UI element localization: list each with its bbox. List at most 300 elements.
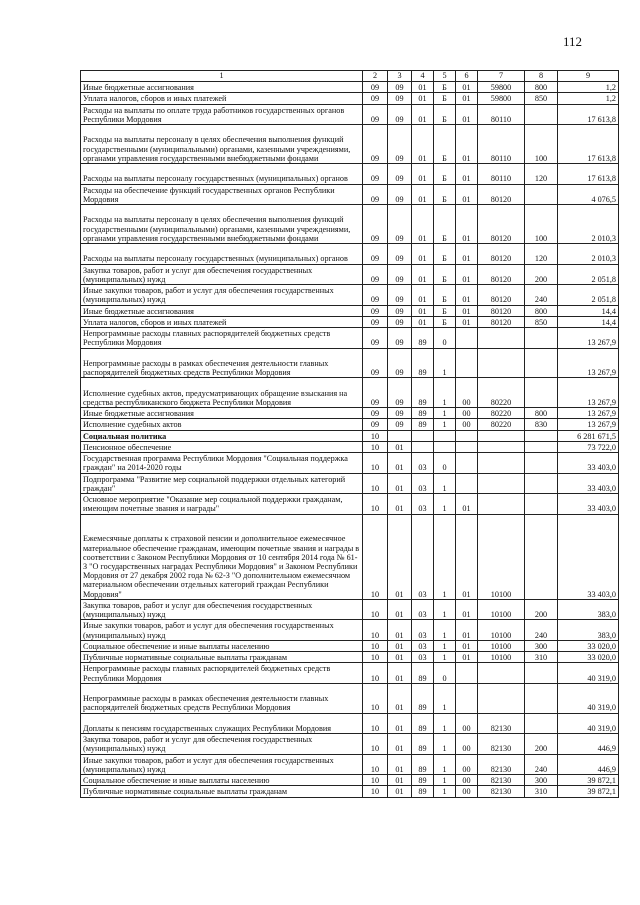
code-expense-type: 200 <box>525 599 558 620</box>
code-program: 01 <box>412 285 434 306</box>
code-subprogram: Б <box>434 184 456 205</box>
code-section: 09 <box>363 164 388 185</box>
code-program: 01 <box>412 205 434 244</box>
code-expense-type: 850 <box>525 316 558 327</box>
row-amount: 33 403,0 <box>558 494 619 515</box>
code-subprogram: Б <box>434 93 456 104</box>
code-program: 03 <box>412 652 434 663</box>
row-name: Иные закупки товаров, работ и услуг для обеспечения государственных (муниципальных) нужд <box>81 620 363 641</box>
code-activity <box>456 328 478 349</box>
code-activity: 01 <box>456 93 478 104</box>
row-name: Непрограммные расходы в рамках обеспечения деятельности главных распорядителей бюджетных средств Республики Мордовия <box>81 683 363 713</box>
row-amount: 2 051,8 <box>558 285 619 306</box>
row-amount: 17 613,8 <box>558 125 619 164</box>
code-direction: 80120 <box>478 205 525 244</box>
row-name: Уплата налогов, сборов и иных платежей <box>81 93 363 104</box>
code-section: 10 <box>363 599 388 620</box>
code-subsection: 01 <box>388 473 412 494</box>
code-program: 89 <box>412 663 434 684</box>
code-subsection: 09 <box>388 244 412 265</box>
column-header: 2 <box>363 71 388 82</box>
table-row <box>81 775 619 786</box>
code-activity <box>456 473 478 494</box>
code-subprogram: 1 <box>434 408 456 419</box>
code-subsection: 09 <box>388 104 412 125</box>
code-activity: 01 <box>456 184 478 205</box>
code-activity: 01 <box>456 305 478 316</box>
row-name: Подпрограмма "Развитие мер социальной поддержки отдельных категорий граждан" <box>81 473 363 494</box>
code-expense-type: 850 <box>525 93 558 104</box>
code-subprogram: Б <box>434 164 456 185</box>
code-subprogram: 1 <box>434 754 456 775</box>
code-subsection: 01 <box>388 652 412 663</box>
code-direction <box>478 663 525 684</box>
row-name: Непрограммные расходы главных распорядителей бюджетных средств Республики Мордовия <box>81 328 363 349</box>
code-subsection: 09 <box>388 205 412 244</box>
row-name: Публичные нормативные социальные выплаты гражданам <box>81 652 363 663</box>
row-name: Закупка товаров, работ и услуг для обеспечения государственных (муниципальных) нужд <box>81 599 363 620</box>
row-name: Иные бюджетные ассигнования <box>81 408 363 419</box>
row-amount: 33 403,0 <box>558 453 619 474</box>
code-expense-type: 800 <box>525 408 558 419</box>
code-section: 09 <box>363 378 388 408</box>
code-subprogram: Б <box>434 305 456 316</box>
code-subsection <box>388 430 412 441</box>
row-name: Расходы на обеспечение функций государственных органов Республики Мордовия <box>81 184 363 205</box>
budget-table <box>80 70 619 798</box>
code-activity <box>456 663 478 684</box>
code-section: 10 <box>363 620 388 641</box>
code-direction: 80120 <box>478 184 525 205</box>
code-direction: 80110 <box>478 104 525 125</box>
code-section: 09 <box>363 244 388 265</box>
code-expense-type <box>525 441 558 452</box>
code-subsection: 01 <box>388 599 412 620</box>
code-program: 03 <box>412 640 434 651</box>
row-name: Доплаты к пенсиям государственных служащих Республики Мордовия <box>81 713 363 734</box>
code-subprogram: 1 <box>434 775 456 786</box>
code-section: 10 <box>363 453 388 474</box>
code-activity: 00 <box>456 408 478 419</box>
code-expense-type: 240 <box>525 754 558 775</box>
code-program: 01 <box>412 82 434 93</box>
row-amount: 13 267,9 <box>558 408 619 419</box>
row-name: Ежемесячные доплаты к страховой пенсии и дополнительное ежемесячное материальное обеспечение гражданам, имеющим почетные звания и награды в соответствии с Законом Республики Мордовия от 10 сентября 2014 года № 61-З "О государственных наградах Республики Мордовия" и Законом Республики Мордовия от 27 декабря 2002 года № 62-З "О дополнительном ежемесячном материальном обеспечении отдельных категорий граждан Республики Мордовия" <box>81 514 363 599</box>
code-direction: 82130 <box>478 786 525 797</box>
code-program: 89 <box>412 328 434 349</box>
code-program: 01 <box>412 244 434 265</box>
column-header: 4 <box>412 71 434 82</box>
row-name: Уплата налогов, сборов и иных платежей <box>81 316 363 327</box>
code-subsection: 09 <box>388 164 412 185</box>
table-row <box>81 378 619 408</box>
code-subprogram: 1 <box>434 786 456 797</box>
code-section: 09 <box>363 184 388 205</box>
column-header: 3 <box>388 71 412 82</box>
row-name: Иные бюджетные ассигнования <box>81 305 363 316</box>
code-program: 01 <box>412 264 434 285</box>
code-program <box>412 430 434 441</box>
row-name: Пенсионное обеспечение <box>81 441 363 452</box>
code-subprogram: 1 <box>434 620 456 641</box>
code-activity: 01 <box>456 264 478 285</box>
code-program: 89 <box>412 754 434 775</box>
code-subsection: 01 <box>388 640 412 651</box>
code-expense-type: 300 <box>525 775 558 786</box>
code-subsection: 09 <box>388 285 412 306</box>
row-amount: 40 319,0 <box>558 683 619 713</box>
row-amount: 39 872,1 <box>558 786 619 797</box>
code-subsection: 09 <box>388 419 412 430</box>
code-activity: 01 <box>456 494 478 515</box>
row-name: Расходы на выплаты персоналу государственных (муниципальных) органов <box>81 164 363 185</box>
column-header: 7 <box>478 71 525 82</box>
code-subprogram: 1 <box>434 599 456 620</box>
code-expense-type <box>525 514 558 599</box>
code-expense-type: 200 <box>525 734 558 755</box>
code-expense-type <box>525 494 558 515</box>
table-row <box>81 305 619 316</box>
table-row <box>81 125 619 164</box>
code-direction: 80120 <box>478 316 525 327</box>
code-program: 03 <box>412 514 434 599</box>
code-activity: 01 <box>456 285 478 306</box>
table-row <box>81 453 619 474</box>
code-program: 89 <box>412 408 434 419</box>
row-amount: 39 872,1 <box>558 775 619 786</box>
table-row <box>81 328 619 349</box>
row-amount: 383,0 <box>558 620 619 641</box>
code-program: 89 <box>412 786 434 797</box>
code-section: 09 <box>363 104 388 125</box>
code-subsection: 01 <box>388 713 412 734</box>
code-program: 89 <box>412 378 434 408</box>
code-section: 10 <box>363 775 388 786</box>
code-program: 01 <box>412 104 434 125</box>
table-row <box>81 430 619 441</box>
table-row <box>81 514 619 599</box>
code-section: 09 <box>363 419 388 430</box>
row-amount: 446,9 <box>558 754 619 775</box>
code-section: 09 <box>363 328 388 349</box>
row-name: Расходы на выплаты персоналу в целях обеспечения выполнения функций государственными (муниципальными) органами, казенными учреждениями, органами управления государственными внебюджетными фондами <box>81 125 363 164</box>
table-row <box>81 494 619 515</box>
code-subprogram: 1 <box>434 473 456 494</box>
row-name: Расходы на выплаты персоналу в целях обеспечения выполнения функций государственными (муниципальными) органами, казенными учреждениями, органами управления государственными внебюджетными фондами <box>81 205 363 244</box>
row-name: Закупка товаров, работ и услуг для обеспечения государственных (муниципальных) нужд <box>81 264 363 285</box>
code-section: 10 <box>363 713 388 734</box>
code-subsection: 01 <box>388 494 412 515</box>
code-subsection: 09 <box>388 408 412 419</box>
code-activity <box>456 453 478 474</box>
code-activity: 01 <box>456 514 478 599</box>
code-expense-type: 240 <box>525 620 558 641</box>
row-name: Социальное обеспечение и иные выплаты населению <box>81 640 363 651</box>
code-expense-type <box>525 473 558 494</box>
code-activity: 00 <box>456 713 478 734</box>
code-program: 03 <box>412 453 434 474</box>
code-direction <box>478 348 525 378</box>
row-name: Расходы на выплаты персоналу государственных (муниципальных) органов <box>81 244 363 265</box>
row-amount: 13 267,9 <box>558 419 619 430</box>
table-row <box>81 599 619 620</box>
table-row <box>81 285 619 306</box>
page-number: 112 <box>563 34 583 49</box>
table-row <box>81 244 619 265</box>
code-subsection: 09 <box>388 378 412 408</box>
row-amount: 33 020,0 <box>558 640 619 651</box>
code-subsection: 09 <box>388 264 412 285</box>
code-expense-type <box>525 184 558 205</box>
code-direction: 82130 <box>478 754 525 775</box>
code-program: 01 <box>412 305 434 316</box>
code-program: 03 <box>412 620 434 641</box>
code-direction <box>478 430 525 441</box>
code-subsection: 09 <box>388 316 412 327</box>
code-section: 10 <box>363 494 388 515</box>
code-subsection: 01 <box>388 786 412 797</box>
code-program: 01 <box>412 164 434 185</box>
table-row <box>81 419 619 430</box>
code-subsection: 09 <box>388 348 412 378</box>
table-row <box>81 441 619 452</box>
code-direction: 80220 <box>478 408 525 419</box>
code-expense-type <box>525 663 558 684</box>
table-row <box>81 786 619 797</box>
table-row <box>81 754 619 775</box>
code-subsection: 01 <box>388 453 412 474</box>
row-name: Непрограммные расходы в рамках обеспечения деятельности главных распорядителей бюджетных средств Республики Мордовия <box>81 348 363 378</box>
code-direction: 10100 <box>478 599 525 620</box>
code-program: 03 <box>412 494 434 515</box>
code-expense-type: 100 <box>525 125 558 164</box>
code-direction: 82130 <box>478 775 525 786</box>
code-subprogram: 1 <box>434 640 456 651</box>
code-program: 89 <box>412 734 434 755</box>
code-section: 09 <box>363 82 388 93</box>
table-row <box>81 93 619 104</box>
code-expense-type: 310 <box>525 786 558 797</box>
code-program: 89 <box>412 713 434 734</box>
code-subprogram: 1 <box>434 494 456 515</box>
code-direction <box>478 328 525 349</box>
code-subprogram: Б <box>434 316 456 327</box>
table-row <box>81 205 619 244</box>
code-subprogram: Б <box>434 82 456 93</box>
row-amount: 1,2 <box>558 82 619 93</box>
code-program <box>412 441 434 452</box>
row-amount: 13 267,9 <box>558 378 619 408</box>
row-amount: 17 613,8 <box>558 104 619 125</box>
table-row <box>81 264 619 285</box>
code-subsection: 01 <box>388 514 412 599</box>
table-row <box>81 713 619 734</box>
column-header: 1 <box>81 71 363 82</box>
code-section: 10 <box>363 430 388 441</box>
code-direction <box>478 453 525 474</box>
code-direction: 80120 <box>478 264 525 285</box>
table-row <box>81 316 619 327</box>
code-direction: 80110 <box>478 164 525 185</box>
code-activity: 01 <box>456 620 478 641</box>
code-subprogram: 1 <box>434 348 456 378</box>
code-section: 10 <box>363 786 388 797</box>
row-name: Закупка товаров, работ и услуг для обеспечения государственных (муниципальных) нужд <box>81 734 363 755</box>
row-name: Расходы на выплаты по оплате труда работников государственных органов Республики Мордовия <box>81 104 363 125</box>
code-subprogram: 1 <box>434 713 456 734</box>
row-name: Социальное обеспечение и иные выплаты населению <box>81 775 363 786</box>
row-name: Исполнение судебных актов, предусматривающих обращение взыскания на средства республиканского бюджета Республики Мордовия <box>81 378 363 408</box>
column-header: 6 <box>456 71 478 82</box>
code-program: 01 <box>412 93 434 104</box>
code-subsection: 01 <box>388 620 412 641</box>
code-activity: 01 <box>456 244 478 265</box>
row-name: Социальная политика <box>81 430 363 441</box>
row-name: Иные бюджетные ассигнования <box>81 82 363 93</box>
code-activity: 00 <box>456 378 478 408</box>
code-expense-type <box>525 328 558 349</box>
code-program: 01 <box>412 316 434 327</box>
code-expense-type <box>525 348 558 378</box>
code-subsection: 01 <box>388 663 412 684</box>
code-subsection: 09 <box>388 82 412 93</box>
code-expense-type <box>525 430 558 441</box>
table-row <box>81 620 619 641</box>
code-expense-type: 240 <box>525 285 558 306</box>
code-direction: 10100 <box>478 514 525 599</box>
code-direction: 80220 <box>478 419 525 430</box>
code-subsection: 01 <box>388 775 412 786</box>
code-subprogram: 0 <box>434 328 456 349</box>
row-amount: 14,4 <box>558 316 619 327</box>
code-program: 03 <box>412 599 434 620</box>
code-expense-type <box>525 683 558 713</box>
row-name: Исполнение судебных актов <box>81 419 363 430</box>
code-activity <box>456 348 478 378</box>
code-direction <box>478 494 525 515</box>
column-header: 9 <box>558 71 619 82</box>
code-expense-type: 100 <box>525 205 558 244</box>
code-subsection: 09 <box>388 328 412 349</box>
code-subsection: 01 <box>388 441 412 452</box>
code-section: 09 <box>363 125 388 164</box>
code-program: 89 <box>412 348 434 378</box>
code-expense-type: 120 <box>525 244 558 265</box>
code-subsection: 09 <box>388 125 412 164</box>
code-subsection: 09 <box>388 93 412 104</box>
code-subsection: 09 <box>388 305 412 316</box>
code-direction <box>478 683 525 713</box>
code-activity: 00 <box>456 775 478 786</box>
code-subprogram: Б <box>434 285 456 306</box>
code-section: 10 <box>363 514 388 599</box>
code-direction: 82130 <box>478 734 525 755</box>
table-row <box>81 104 619 125</box>
code-subprogram: Б <box>434 205 456 244</box>
row-amount: 33 020,0 <box>558 652 619 663</box>
code-section: 09 <box>363 348 388 378</box>
code-section: 10 <box>363 473 388 494</box>
code-direction: 80110 <box>478 125 525 164</box>
code-direction: 80120 <box>478 305 525 316</box>
row-name: Основное мероприятие "Оказание мер социальной поддержки гражданам, имеющим почетные звания и награды" <box>81 494 363 515</box>
table-row <box>81 663 619 684</box>
code-section: 09 <box>363 408 388 419</box>
table-row <box>81 640 619 651</box>
code-subprogram: Б <box>434 125 456 164</box>
code-section: 10 <box>363 663 388 684</box>
code-program: 03 <box>412 473 434 494</box>
code-section: 09 <box>363 93 388 104</box>
code-expense-type: 800 <box>525 305 558 316</box>
code-direction: 59800 <box>478 82 525 93</box>
code-subsection: 01 <box>388 734 412 755</box>
row-amount: 1,2 <box>558 93 619 104</box>
code-expense-type <box>525 378 558 408</box>
code-subprogram: 1 <box>434 419 456 430</box>
row-amount: 2 010,3 <box>558 244 619 265</box>
code-section: 10 <box>363 683 388 713</box>
code-expense-type: 800 <box>525 82 558 93</box>
code-activity: 01 <box>456 82 478 93</box>
code-activity: 00 <box>456 754 478 775</box>
code-activity: 01 <box>456 640 478 651</box>
code-subsection: 09 <box>388 184 412 205</box>
code-expense-type: 310 <box>525 652 558 663</box>
code-section: 10 <box>363 441 388 452</box>
code-section: 10 <box>363 640 388 651</box>
row-name: Непрограммные расходы главных распорядителей бюджетных средств Республики Мордовия <box>81 663 363 684</box>
code-expense-type <box>525 104 558 125</box>
code-expense-type <box>525 713 558 734</box>
code-subsection: 01 <box>388 754 412 775</box>
row-amount: 73 722,0 <box>558 441 619 452</box>
code-section: 09 <box>363 205 388 244</box>
table-row <box>81 164 619 185</box>
row-name: Иные закупки товаров, работ и услуг для обеспечения государственных (муниципальных) нужд <box>81 285 363 306</box>
table-row <box>81 683 619 713</box>
code-program: 89 <box>412 683 434 713</box>
row-name: Государственная программа Республики Мордовия "Социальная поддержка граждан" на 2014-2020 годы <box>81 453 363 474</box>
code-section: 10 <box>363 734 388 755</box>
table-row <box>81 184 619 205</box>
code-activity <box>456 430 478 441</box>
table-row <box>81 82 619 93</box>
row-amount: 33 403,0 <box>558 514 619 599</box>
code-subprogram <box>434 430 456 441</box>
code-activity: 00 <box>456 786 478 797</box>
row-amount: 6 281 671,5 <box>558 430 619 441</box>
code-direction: 10100 <box>478 620 525 641</box>
code-subprogram: Б <box>434 264 456 285</box>
code-subprogram: 1 <box>434 734 456 755</box>
code-expense-type <box>525 453 558 474</box>
code-section: 09 <box>363 305 388 316</box>
column-header: 5 <box>434 71 456 82</box>
row-amount: 33 403,0 <box>558 473 619 494</box>
code-activity: 00 <box>456 734 478 755</box>
row-amount: 40 319,0 <box>558 713 619 734</box>
table-row <box>81 734 619 755</box>
row-name: Иные закупки товаров, работ и услуг для обеспечения государственных (муниципальных) нужд <box>81 754 363 775</box>
code-direction <box>478 441 525 452</box>
table-row <box>81 473 619 494</box>
code-activity <box>456 683 478 713</box>
code-direction: 59800 <box>478 93 525 104</box>
code-subprogram: Б <box>434 104 456 125</box>
row-amount: 383,0 <box>558 599 619 620</box>
table-row <box>81 408 619 419</box>
